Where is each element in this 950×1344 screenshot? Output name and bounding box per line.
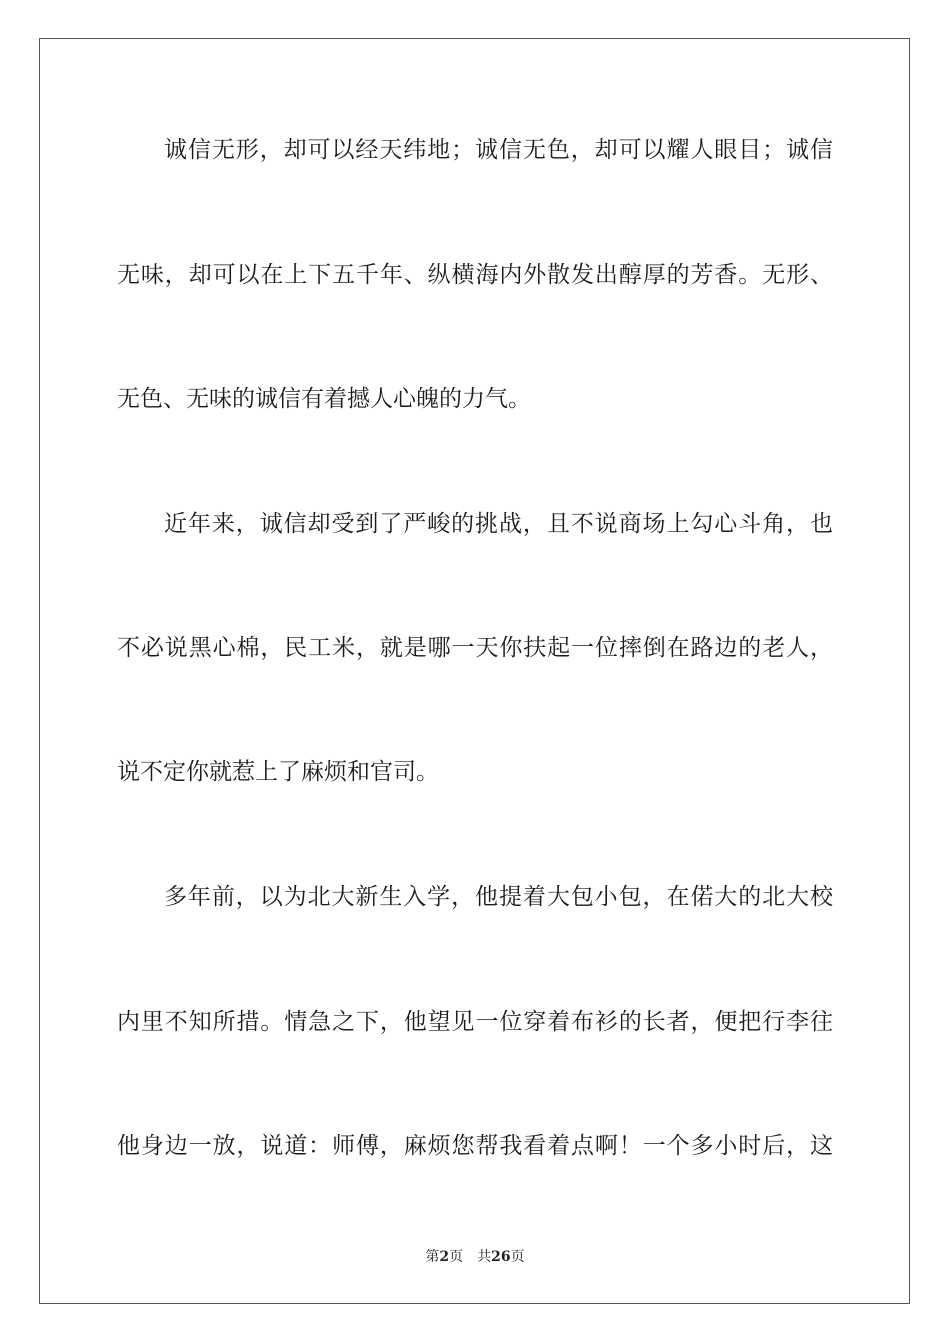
page-number: 2 <box>439 1249 450 1265</box>
paragraph-2-line-3: 说不定你就惹上了麻烦和官司。 <box>117 759 439 785</box>
paragraph-3-line-2: 内里不知所措。情急之下，他望见一位穿着布衫的长者，便把行李往 <box>117 1009 833 1035</box>
paragraph-1-line-1: 诚信无形，却可以经天纬地；诚信无色，却可以耀人眼目；诚信 <box>164 137 833 163</box>
paragraph-3-line-1: 多年前，以为北大新生入学，他提着大包小包，在偌大的北大校 <box>164 884 833 910</box>
page-prefix: 第 <box>425 1249 440 1265</box>
page-border <box>39 38 910 1304</box>
total-prefix: 共 <box>477 1249 492 1265</box>
total-pages: 26 <box>491 1249 511 1265</box>
paragraph-2-line-1: 近年来，诚信却受到了严峻的挑战，且不说商场上勾心斗角，也 <box>164 511 833 537</box>
paragraph-2-line-2: 不必说黑心棉，民工米，就是哪一天你扶起一位摔倒在路边的老人， <box>117 635 833 661</box>
page-footer <box>0 1248 950 1266</box>
paragraph-1-line-2: 无味，却可以在上下五千年、纵横海内外散发出醇厚的芳香。无形、 <box>117 262 833 288</box>
page-suffix: 页 <box>449 1249 464 1265</box>
paragraph-3-line-3: 他身边一放，说道：师傅，麻烦您帮我看着点啊！一个多小时后，这 <box>117 1133 833 1159</box>
paragraph-1-line-3: 无色、无味的诚信有着撼人心魄的力气。 <box>117 386 531 412</box>
total-suffix: 页 <box>510 1249 525 1265</box>
